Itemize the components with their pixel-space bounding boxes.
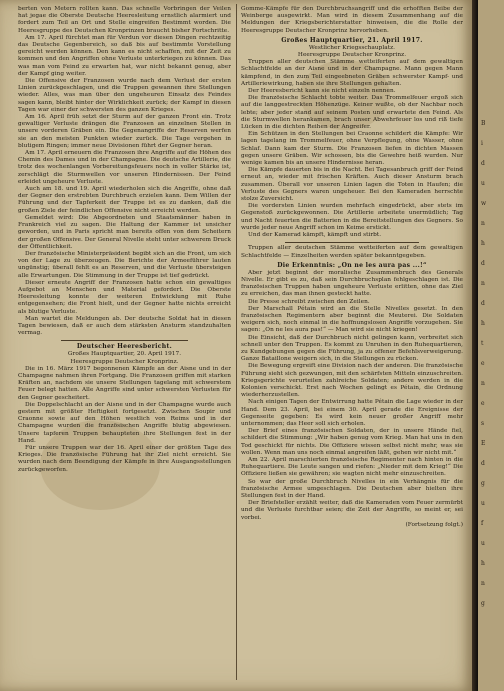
paragraph: Die Offensive der Franzosen wurde nach dem Verlust der ersten Linien zurückgeschlagen, und die Truppen gewannen ihre Stellungen wieder. Alles, was man über den ungeheuren Einsatz des Feindes sagen kann, bleibt hinter der Wirklichkeit zurück; der Kampf in diesen Tagen war einer der schwersten des ganzen Krieges. <box>18 78 231 113</box>
paragraph: Auch am 18. und 19. April wiederholen sich die Angriffe, ohne daß der Gegner den erstrebten Durchbruch erzielen kann. Dem Willen der Führung und der Tapferkeit der Truppe ist es zu danken, daß die großen Ziele der feindlichen Offensive nicht erreicht werden. <box>18 186 231 214</box>
adjacent-page-text: n <box>481 280 485 287</box>
adjacent-page-text: s <box>481 420 485 427</box>
paragraph: Die Presse schreibt zwischen den Zeilen. <box>248 298 370 305</box>
paragraph: Gomme-Kämpfe für den Durchbruchsangriff und die erhofften Beibe der Weinberge ausgewirkt. Man wird in diesem Zusammenhang auf die Meldungen der Kriegsberichterstatter hinweisen, die die Rolle der Heeresgruppe Deutscher Kronprinz hervorheben. <box>241 6 463 34</box>
adjacent-page-text: B <box>481 120 486 127</box>
adjacent-page-text: f <box>481 520 484 527</box>
adjacent-page-text: d <box>481 160 485 167</box>
continuation-note: (Fortsetzung folgt.) <box>405 521 463 528</box>
subheading: Westlicher Kriegsschauplatz. <box>308 44 396 51</box>
adjacent-page-text: e <box>481 400 485 407</box>
adjacent-page-text: g <box>481 600 485 607</box>
paragraph: berten von Metern rollten kann. Das schnelle Vorbringen der Veilen hat jegae die Oberste Deutsche Heeresleitung ernstlich alarmiert und fordert zum Teil an Ort und Stelle eingreifen Bestimmt worden. Die Heeresgruppe des Deutschen Kronprinzen braucht bisher Fortschritte. <box>18 6 231 34</box>
adjacent-page-text: h <box>481 320 485 327</box>
subheading: Heeresgruppe Deutscher Kronprinz. <box>70 358 179 365</box>
section-heading: Die Erkenntnis: „On ne les aura pas ...!“ <box>277 261 427 269</box>
paragraph: Der Heeresbericht kann sie nicht einzeln nennen. <box>248 88 396 95</box>
paragraph: Am 22. April marschierten französische Regimenter nach hinten in die Ruhequartiere. Die Leute sangen und riefen: „Nieder mit dem Krieg!“ Die Offiziere ließen sie gewähren; sie wagten nicht mehr einzuschreiten. <box>241 456 463 478</box>
paragraph: Nach einigen Tagen der Entwirrung hatte Pétain die Lage wieder in der Hand. Dem 23. April, bei einem 30. April gerade die Ereignisse der Gegenseite gegeben: Es wird kein neuer großer Angriff mehr unternommen; das Heer soll sich erholen. <box>241 399 463 427</box>
paragraph: Und der Kamerad kämpft, kämpft und stirbt. <box>248 232 382 239</box>
paragraph: Gemeldet wird: Die Abgeordneten und Staatsmänner haben in Frankreich viel zu sagen. Die Haltung der Kammer ist unsicher geworden, und in Paris spricht man bereits offen von dem Scheitern der großen Offensive. Der General Nivelle steht unter schwerem Druck der Öffentlichkeit. <box>18 214 231 250</box>
adjacent-page-text: t <box>481 340 484 347</box>
paragraph: Truppen aller deutschen Stämme wetteiferten auf dem gewaltigen Schlachtfelde — Einzelheiten werden später bekanntgegeben. <box>241 245 463 259</box>
adjacent-page-text: d <box>481 300 485 307</box>
paragraph: Am 16. April früh setzt der Sturm auf der ganzen Front ein. Trotz gewaltiger Verluste drängen die Franzosen an einzelnen Stellen in unsere vorderen Gräben ein. Die Gegenangriffe der Reserven werfen sie an den meisten Punkten wieder zurück. Die Tage vergehen in blutigem Ringen; immer neue Divisionen führt der Gegner heran. <box>18 114 231 149</box>
paragraph: Die Doppelschlacht an der Aisne und in der Champagne wurde auch gestern mit größter Heftigkeit fortgesetzt. Zwischen Soupir und Craonne sowie auf den Höhen westlich von Reims und in der Champagne wurden die französischen Angriffe blutig abgewiesen. Unsere tapferen Truppen behaupteten ihre Stellungen fest in der Hand. <box>18 401 231 444</box>
paragraph: Die französische Schlacht tobte weiter. Das Trommelfeuer ergoß sich auf die langgestreckten Höhenzüge. Keiner wußte, ob der Nachbar noch lebte; aber jeder stand auf seinem Posten und erwartete den Feind. Als die Sturmwellen herankamen, brach unser Abwehrfeuer los und riß tiefe Lücken in die dichten Reihen der Angreifer. <box>241 95 463 131</box>
paragraph: Der französische Ministerpräsident begibt sich an die Front, um sich von der Lage zu überzeugen. Die Berichte der Armeeführer lauten ungünstig; überall fehlt es an Reserven, und die Verluste übersteigen alle Erwartungen. Die Stimmung in der Truppe ist tief gedrückt. <box>18 250 231 279</box>
paragraph: Die in 16. März 1917 begonnenen Kämpfe an der Aisne und in der Champagne nahmen ihren Fortgang. Die Franzosen griffen mit starken Kräften an, nachdem sie unsere Stellungen tagelang mit schwerstem Feuer belegt hatten. Alle Angriffe sind unter schwersten Verlusten für den Gegner gescheitert. <box>18 365 231 401</box>
adjacent-page-text: u <box>481 180 485 187</box>
adjacent-page-text: u <box>481 540 485 547</box>
adjacent-page-text: i <box>481 140 483 147</box>
paragraph: Dieser erneute Angriff der Franzosen hatte schon ein gewaltiges Aufgebot an Menschen und Material gefordert. Die Oberste Heeresleitung konnte der weiteren Entwicklung mit Ruhe entgegensehen; die Front hielt, und der Gegner hatte nichts erreicht als blutige Verluste. <box>18 279 231 315</box>
adjacent-page-text: n <box>481 220 485 227</box>
adjacent-page-text: E <box>481 440 486 447</box>
paragraph: Am 17. April erneuern die Franzosen ihre Angriffe auf die Höhen des Chemin des Dames und in der Champagne. Die deutsche Artillerie, die trotz des wochenlangen Vorbereitungsfeuers noch in voller Stärke ist, zerschlägt die Sturmwellen vor unseren Hindernissen. Der Feind erleidet ungeheure Verluste. <box>18 150 231 185</box>
paragraph: Am 17. April fürchtet man für Verdun vor diesen Dingen rechtzeitig das Deutsche Gegenbereich, so daß bis auf bestimmte Vorstellung gereicht werden können. Den kann es nicht schaffen, mit der Zeit zu kommen und den Angriffen ohne Verluste unterkriegen zu können. Das was man vom Feind zu erwarten hat, war nicht bekannt genug, aber der Kampf ging weiter. <box>18 34 231 77</box>
adjacent-page-text: n <box>481 380 485 387</box>
paragraph: Die Bewegung ergreift eine Division nach der anderen. Die französische Führung sieht sich gezwungen, mit den schärfsten Mitteln einzuschreiten. Kriegsgerichte verurteilen zahlreiche Soldaten; andere werden in die Kolonien verschickt. Erst nach Wochen gelingt es Pétain, die Ordnung wiederherzustellen. <box>241 363 463 399</box>
adjacent-page-text: n <box>481 580 485 587</box>
paragraph: Truppen aller deutschen Stämme wetteiferten auf dem gewaltigen Schlachtfelde an der Aisne und in der Champagne. Mann gegen Mann kämpfend, in den zum Teil eingeebneten Gräben schwerster Kampf- und Artilleriewirkung, haben sie ihre Stellungen gehalten. <box>241 59 463 87</box>
dateline: Großes Hauptquartier, 20. April 1917. <box>67 351 182 358</box>
adjacent-page-text: e <box>481 360 485 367</box>
paragraph: Die Kämpfe dauerten bis in die Nacht. Bei Tagesanbruch griff der Feind erneut an, wieder mit frischen Kräften. Auch dieser Ansturm brach zusammen. Überall vor unseren Linien lagen die Toten in Haufen; die Verluste des Gegners waren ungeheuer. Bei den Kameraden herrschte stolze Zuversicht. <box>241 167 463 203</box>
separator-line <box>61 340 189 341</box>
paragraph: Aber jetzt beginnt der moralische Zusammenbruch des Generals Nivelle. Er gibt es zu, daß sein Durchbruchsplan fehlgeschlagen ist. Die französischen Truppen haben ungeheure Verluste erlitten, ohne das Ziel zu erreichen, das man ihnen gesteckt hatte. <box>241 269 463 298</box>
section-heading: Deutscher Heeresbericht. <box>76 343 173 351</box>
adjacent-page-text: w <box>481 200 487 207</box>
adjacent-page-text: u <box>481 500 485 507</box>
paragraph: Der Briefsteller erzählt weiter, daß die Kameraden vom Feuer zermürbt und die Verluste furchtbar seien; die Zeit der Angriffe, so meint er, sei vorbei. <box>241 500 463 521</box>
paragraph: Man wartet die Meldungen ab. Der deutsche Soldat hat in diesen Tagen bewiesen, daß er auch dem stärksten Ansturm standzuhalten vermag. <box>18 315 231 337</box>
left-column <box>18 6 231 474</box>
paragraph: Ein Schützen in den Stellungen bei Craonne schildert die Kämpfe: Wir lagen tagelang im Trommelfeuer, ohne Verpflegung, ohne Wasser, ohne Schlaf. Dann kam der Sturm. Die Franzosen liefen in dichten Massen gegen unsere Gräben. Wir schossen, bis die Gewehre heiß wurden. Nur wenige kamen bis an unsere Hindernisse heran. <box>241 131 463 167</box>
paragraph: Der Marschall Pétain wird an die Stelle Nivelles gesetzt. In den französischen Regimentern aber beginnt die Meuterei. Die Soldaten weigern sich, noch einmal in die hoffnungslosen Angriffe vorzugehen. Sie sagen: „On ne les aura pas!“ — Man wird sie nicht kriegen! <box>241 305 463 334</box>
adjacent-page-edge <box>478 0 504 691</box>
right-column <box>241 6 463 529</box>
paragraph: Der Brief eines französischen Soldaten, der in unsere Hände fiel, schildert die Stimmung: „Wir haben genug vom Krieg. Man hat uns in den Tod geschickt für nichts. Die Offiziere wissen selbst nicht mehr, was sie wollen. Wenn man uns noch einmal angreifen läßt, gehen wir nicht mit.“ <box>241 428 463 456</box>
paragraph: Die Einsicht, daß der Durchbruch nicht gelingen kann, verbreitet sich schnell unter den Truppen. Es kommt zu Unruhen in den Ruhequartieren, zu Kundgebungen gegen die Führung, ja zu offener Befehlsverweigerung. Ganze Bataillone weigern sich, in die Stellungen zu rücken. <box>241 334 463 363</box>
adjacent-page-text: h <box>481 240 485 247</box>
paragraph: So war der große Durchbruch Nivelles in ein Verhängnis für die französische Armee umgeschlagen. Die Deutschen aber hielten ihre Stellungen fest in der Hand. <box>241 478 463 499</box>
paragraph: Für unsere Truppen war der 16. April einer der größten Tage des Krieges. Die französische Führung hat ihr Ziel nicht erreicht. Sie wurden nach dem Beendigung der Kämpfe in ihre Ausgangsstellungen zurückgeworfen. <box>18 444 231 473</box>
adjacent-page-text: d <box>481 460 485 467</box>
adjacent-page-text: g <box>481 480 485 487</box>
section-heading: Großes Hauptquartier, 21. April 1917. <box>281 36 423 44</box>
adjacent-page-text: d <box>481 260 485 267</box>
adjacent-page-text: h <box>481 560 485 567</box>
paragraph: Die vordersten Linien wurden mehrfach eingedrückt, aber stets im Gegenstoß zurückgewonnen. Die Artillerie arbeitete unermüdlich; Tag und Nacht feuerten die Batterien in die Bereitstellungen des Gegners. So wurde jeder neue Angriff schon im Keime erstickt. <box>241 203 463 231</box>
separator-line <box>285 242 418 243</box>
subheading: Heeresgruppe Deutscher Kronprinz. <box>297 52 407 59</box>
column-rule <box>236 4 237 680</box>
